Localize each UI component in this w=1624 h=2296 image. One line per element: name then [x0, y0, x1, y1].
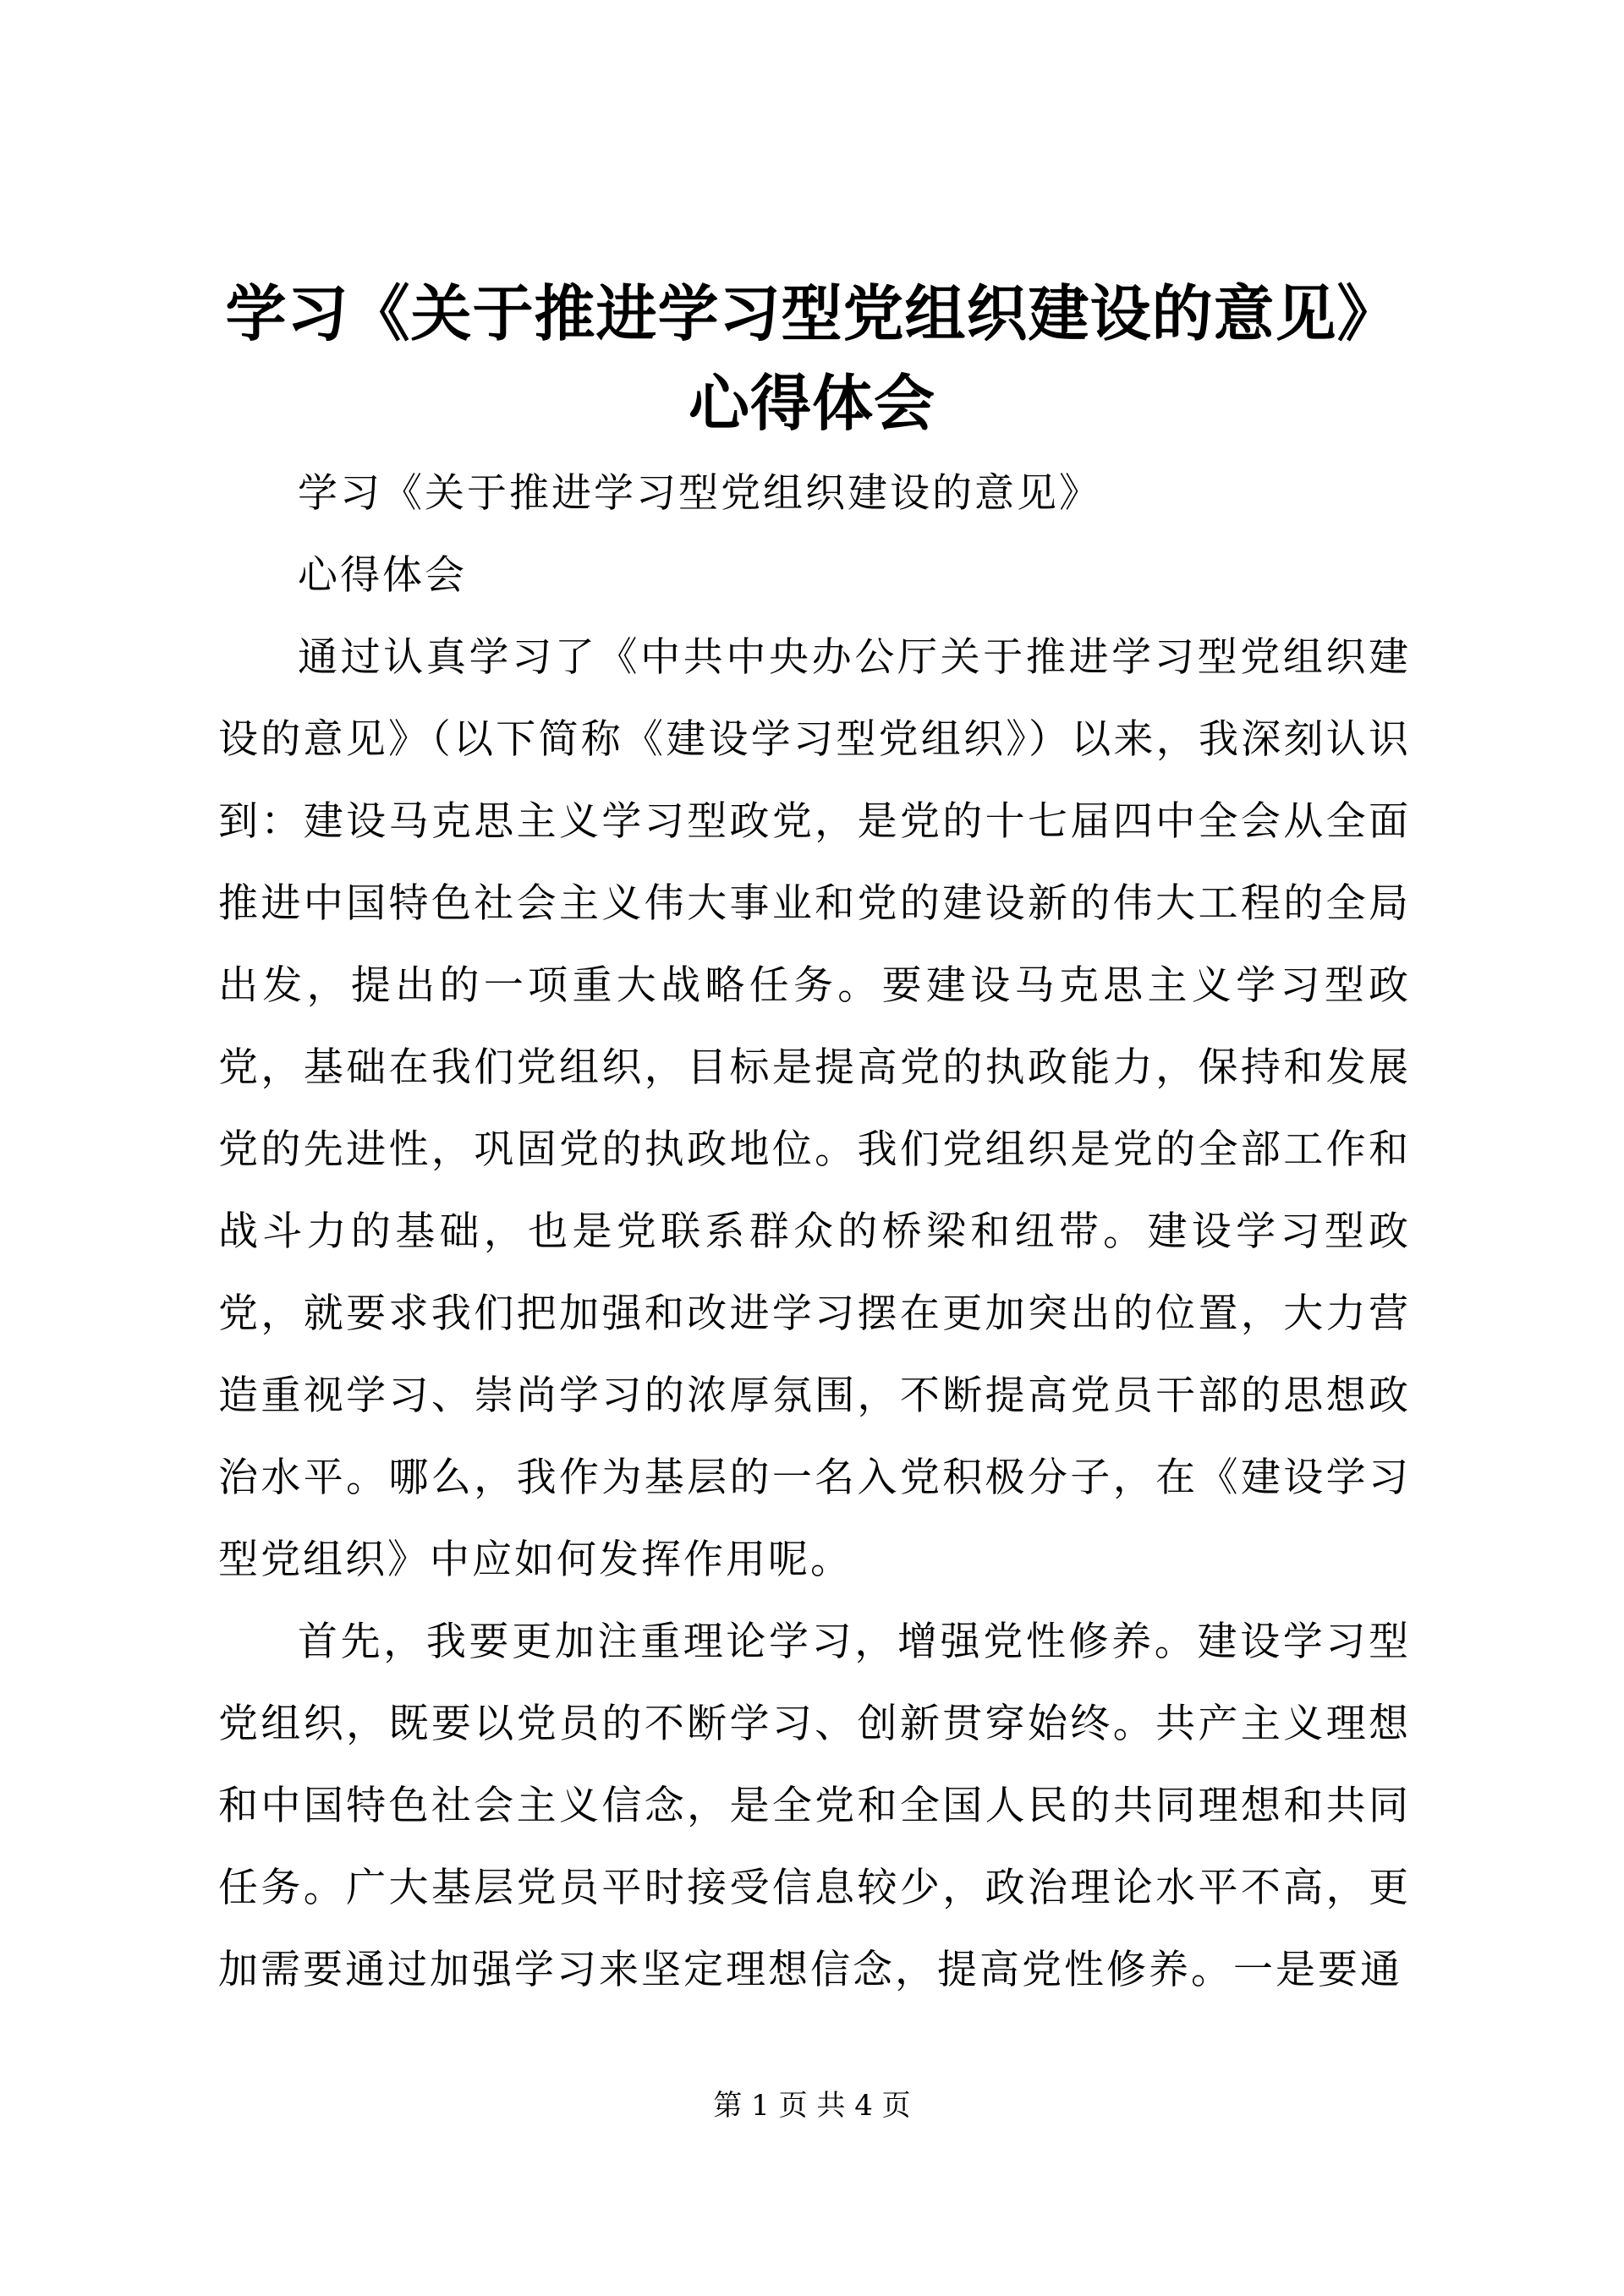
document-body: [218, 452, 1411, 2011]
subtitle-line-2: 心得体会: [298, 552, 467, 599]
body-paragraph: 首先，我要更加注重理论学习，增强党性修养。建设学习型党组织，既要以党员的不断学习、创新贯穿始终。共产主义理想和中国特色社会主义信念，是全党和全国人民的共同理想和共同任务。广大基层党员平时接受信息较少，政治理论水平不高，更加需要通过加强学习来坚定理想信念，提高党性修养。一是要通: [218, 1619, 1411, 1993]
subtitle-line-1: 学习《关于推进学习型党组织建设的意见》: [298, 470, 1101, 517]
body-paragraph: 通过认真学习了《中共中央办公厅关于推进学习型党组织建设的意见》（以下简称《建设学习型党组织》）以来，我深刻认识到：建设马克思主义学习型政党，是党的十七届四中全会从全面推进中国特色社会主义伟大事业和党的建设新的伟大工程的全局出发，提出的一项重大战略任务。要建设马克思主义学习型政党，基础在我们党组织，目标是提高党的执政能力，保持和发展党的先进性，巩固党的执政地位。我们党组织是党的全部工作和战斗力的基础，也是党联系群众的桥梁和纽带。建设学习型政党，就要求我们把加强和改进学习摆在更加突出的位置，大力营造重视学习、崇尚学习的浓厚氛围，不断提高党员干部的思想政治水平。哪么，我作为基层的一名入党积极分子，在《建设学习型党组织》中应如何发挥作用呢。: [218, 634, 1411, 1583]
document-title: 学习《关于推进学习型党组织建设的意见》心得体会: [225, 277, 1399, 439]
page-footer: 第 1 页 共 4 页: [713, 2089, 911, 2123]
